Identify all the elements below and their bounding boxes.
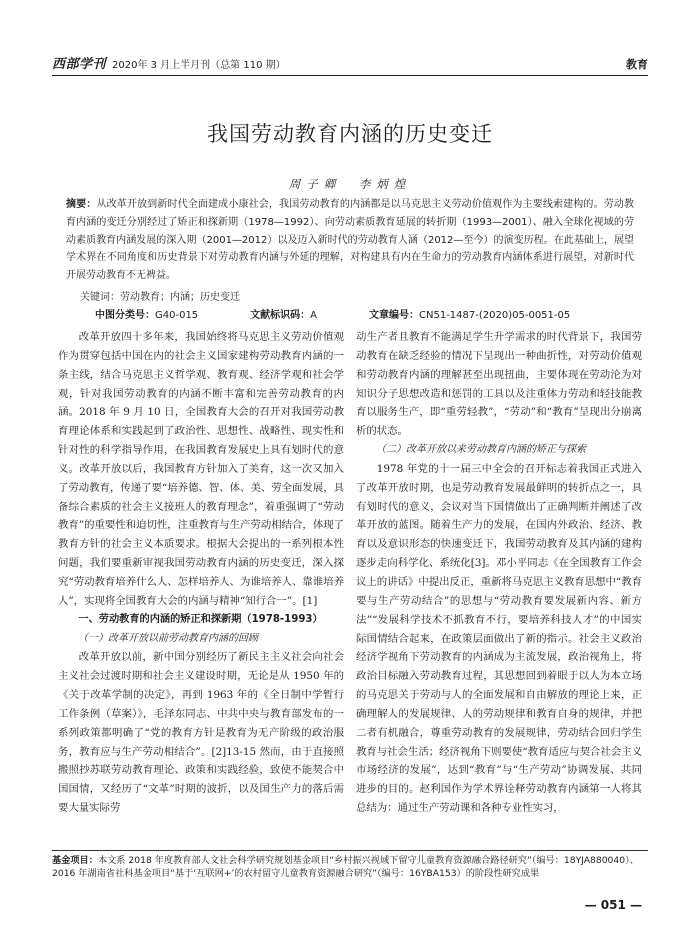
- keywords-text: 劳动教育；内涵；历史变迁: [120, 292, 240, 303]
- article-authors: 周子卿 李炳煌: [288, 177, 412, 191]
- section-label: 教育: [626, 58, 648, 71]
- section-heading: 一、劳动教育的内涵的矫正和探新期（1978-1993）: [78, 613, 323, 625]
- footnote-divider: [52, 850, 648, 851]
- subsection-heading: （一）改革开放以前劳动教育内涵的回顾: [78, 632, 258, 644]
- classification-line: [95, 306, 634, 321]
- body-paragraph: 改革开放以前，新中国分别经历了新民主主义社会向社会主义社会过渡时期和社会主义建设时期，无论是从 1950 年的《关于改革学制的决定》，再到 1963 年的《全日制中学暂行工作条例（草案）》，毛泽东同志、中共中央与教育部发布的一系列政策都明确了“党的教育方针是教育为无产阶级的政治服务，教育应与生产劳动相结合”。[2]13-15 然而，由于直接照搬照抄苏联劳动教育理论、政策和实践经验，致使不能契合中国国情，又经历了“文革”时期的波折，以及国生产力的落后需要大量实际劳: [58, 651, 344, 815]
- body-column-left: [58, 328, 344, 818]
- page-number: — 051 —: [584, 898, 642, 912]
- abstract-text: 从改革开放到新时代全面建成小康社会，我国劳动教育的内涵都是以马克思主义劳动价值观作为主要线索建构的。劳动教育内涵的变迁分别经过了矫正和探新期（1978—1992）、向劳动素质教育延展的转折期（1993—2001）、融入全球化视域的劳动素质教育内涵发展的深入期（2001—2012）以及迈入新时代的劳动教育人涵（2012—至今）的演变历程。在此基础上，展望学术界在不同角度和历史背景下对劳动教育内涵与外延的理解，对构建具有内在生命力的劳动教育内涵体系进行展望，对新时代开展劳动教育不无裨益。: [66, 199, 635, 282]
- body-paragraph: 改革开放四十多年来，我国始终将马克思主义劳动价值观作为贯穿包括中国在内的社会主义国家建构劳动教育内涵的一条主线，结合马克思主义哲学观、教育观、经济学观和社会学观，针对我国劳动教育的内涵不断丰富和完善劳动教育的内涵。2018 年 9 月 10 日，全国教育大会的召开对我国劳动教育理论体系和实践起到了政治性、思想性、战略性、现实性和针对性的科学指导作用，在我国教育发展史上具有划时代的意义。改革开放以后，我国教育方针加入了美育，这一次又加入了劳动教育，传递了要“培养德、智、体、美、劳全面发展，具备综合素质的社会主义接班人的教育理念”，着重强调了“劳动教育”的重要性和迫切性，注重教育与生产劳动相结合，体现了教育方针的社会主义本质要求。根据大会提出的一系列根本性问题，我们要重新审视我国劳动教育内涵的历史变迁，深入探究“劳动教育培养什么人、怎样培养人、为谁培养人、靠谁培养人”，实现将全国教育大会的内涵与精神“知行合一”。[1]: [58, 331, 344, 607]
- body-paragraph: 动生产者且教育不能满足学生升学需求的时代背景下，我国劳动教育在缺乏经验的情况下呈现出一种曲折性，对劳动价值观和劳动教育内涵的理解甚至出现扭曲，主要体现在劳动沦为对知识分子思想改造和惩罚的工具以及注重体力劳动和轻技能教育以服务生产，即“重劳轻教”，“劳动”和“教育”呈现出分崩离析的状态。: [356, 331, 642, 438]
- footnote: [52, 854, 648, 880]
- header-left: [52, 53, 286, 72]
- class-number: 中图分类号：G40-015: [95, 310, 199, 321]
- issue-info: 2020年 3 月上半月刊（总第 110 期）: [112, 60, 286, 71]
- subsection-heading: （二）改革开放以来劳动教育内涵的矫正与探索: [376, 444, 586, 456]
- footnote-text: 本文系 2018 年度教育部人文社会科学研究规划基金项目“乡村振兴视域下留守儿童教育资源融合路径研究”（编号：18YJA880040）、2016 年湖南省社科基金项目“基于‘互联网+’的农村留守儿童教育资源融合研究”（编号：16YBA153）的阶段性研究成果: [52, 855, 639, 879]
- keywords-label: 关键词：: [80, 292, 120, 303]
- article-title: 我国劳动教育内涵的历史变迁: [207, 122, 493, 146]
- keywords: [80, 288, 634, 303]
- running-header: [52, 50, 648, 76]
- article-number: 文章编号：CN51-1487-(2020)05-0051-05: [369, 310, 571, 321]
- abstract-label: 摘要：: [66, 199, 97, 210]
- journal-logo: 西部学刊: [52, 57, 107, 72]
- abstract: [66, 196, 634, 285]
- body-column-right: [356, 328, 642, 818]
- document-code: 文献标识码：A: [250, 310, 318, 321]
- footnote-label: 基金项目：: [52, 855, 98, 866]
- body-paragraph: 1978 年党的十一届三中全会的召开标志着我国正式进入了改革开放时期，也是劳动教育发展最鲜明的转折点之一，具有划时代的意义，会议对当下国情做出了正确判断并阐述了改革开放的蓝图。随着生产力的发展，在国内外政治、经济、教育以及意识形态的快速变迁下，我国劳动教育及其内涵的建构逐步走向科学化、系统化[3]。邓小平同志《在全国教育工作会议上的讲话》中提出反正，重新将马克思主义教育思想中“教育要与生产劳动结合”的思想与“劳动教育要发展新内容、新方法”“发展科学技术不抓教育不行，要培养科技人才”的中国实际国情结合起来，在政策层面做出了新的指示。社会主义政治经济学视角下劳动教育的内涵成为主流发展，政治视角上，将政治目标融入劳动教育过程，其思想回到着眼于以人为本立场的马克思关于劳动与人的全面发展和自由解放的理论上来，正确理解人的发展规律、人的劳动规律和教育自身的规律，并把二者有机融合，尊重劳动教育的发展规律，劳动结合回归学生教育与社会生活；经济视角下则要使“教育适应与契合社会主义市场经济的发展”，达到“教育”与“生产劳动”协调发展、共同进步的目的。赵利国作为学术界诠释劳动教育内涵第一人将其总结为：通过生产劳动课和各种专业性实习，: [356, 462, 642, 815]
